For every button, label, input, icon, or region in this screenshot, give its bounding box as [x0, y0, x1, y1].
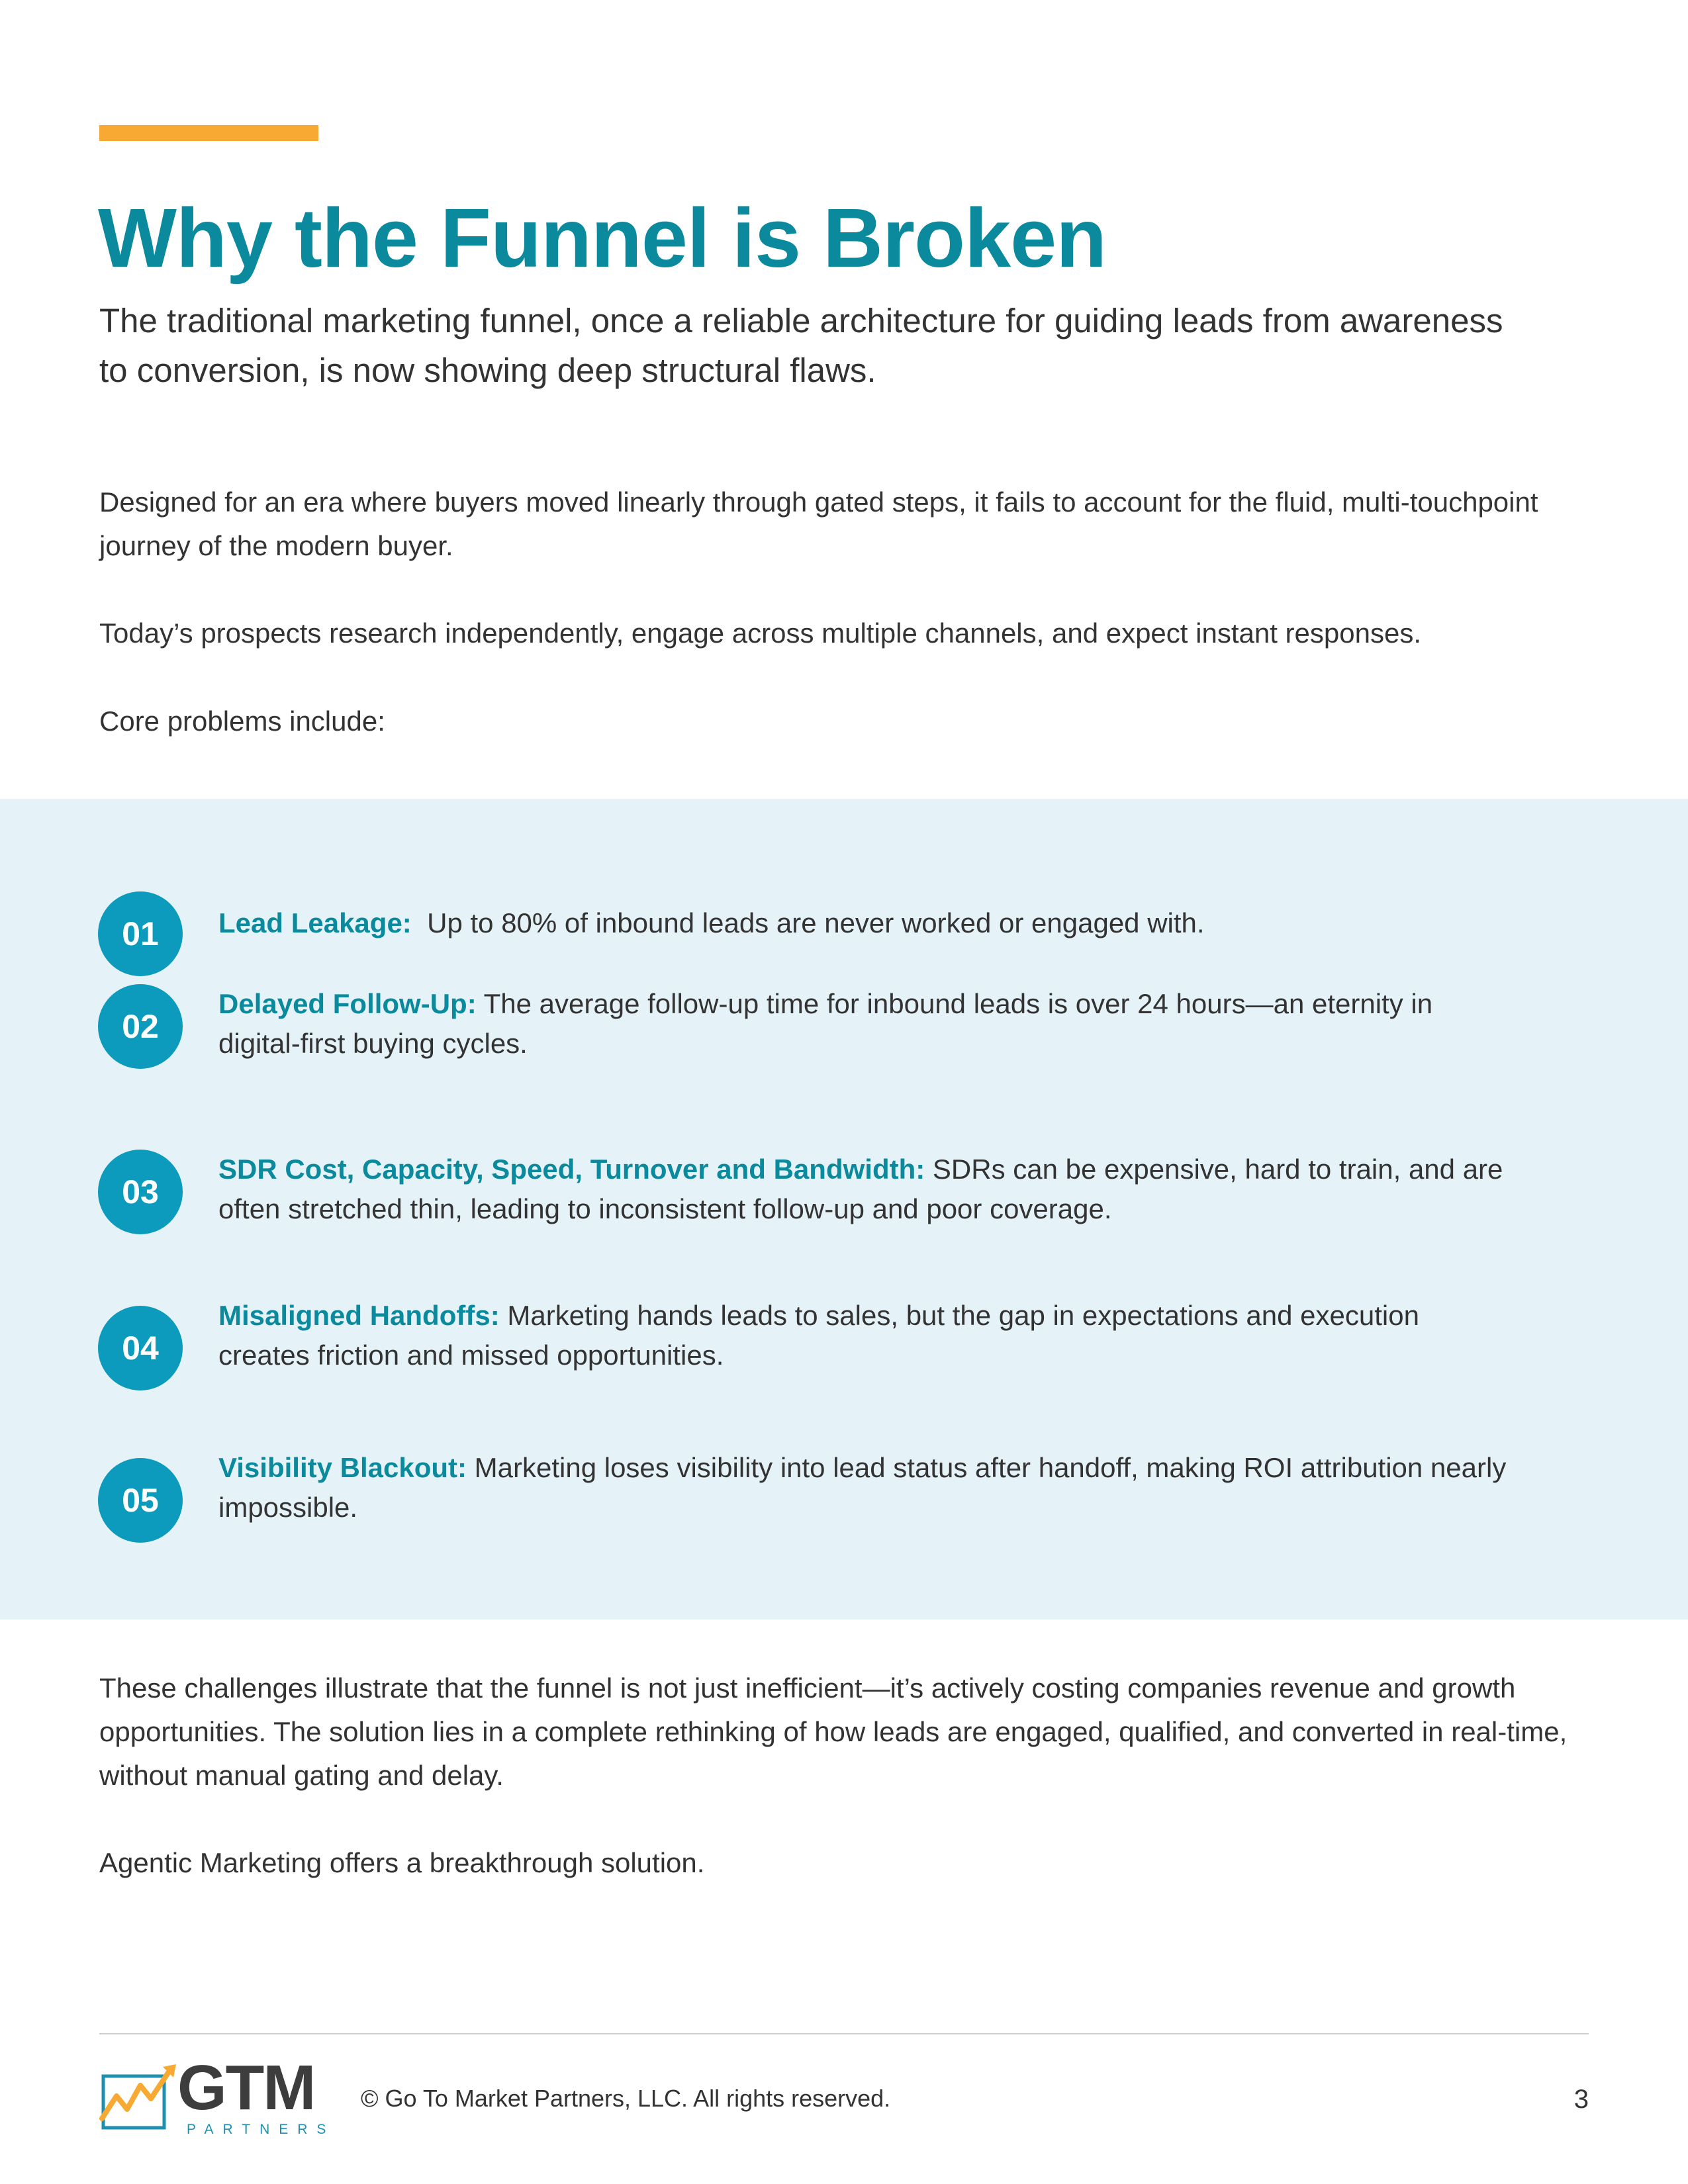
accent-bar	[99, 125, 318, 141]
problem-description: Up to 80% of inbound leads are never worked or engaged with.	[427, 907, 1205, 938]
growth-chart-icon	[99, 2062, 179, 2133]
problem-description: SDRs can be expensive, hard to train, and are often stretched thin, leading to inconsistent follow-up and poor coverage.	[218, 1154, 1503, 1224]
problem-description: Marketing hands leads to sales, but the gap in expectations and execution creates friction and missed opportunities.	[218, 1300, 1419, 1371]
page-number: 3	[1573, 2085, 1589, 2114]
problem-description: Marketing loses visibility into lead status after handoff, making ROI attribution nearly impossible.	[218, 1452, 1507, 1523]
problem-number-badge: 04	[98, 1306, 183, 1390]
copyright-notice: © Go To Market Partners, LLC. All rights reserved.	[361, 2085, 891, 2112]
logo-wordmark: GTM	[177, 2052, 315, 2123]
problem-text	[218, 1150, 1516, 1229]
closing-paragraph: These challenges illustrate that the funnel is not just inefficient—it’s actively costing companies revenue and growth opportunities. The solution lies in a complete rethinking of how leads are engaged, qualified, and converted in real-time, without manual gating and delay.	[99, 1672, 1568, 1791]
problem-number-badge: 03	[98, 1150, 183, 1234]
problem-text	[218, 984, 1516, 1064]
problem-text	[218, 1448, 1516, 1527]
closing-statement: Agentic Marketing offers a breakthrough solution.	[99, 1847, 705, 1878]
problem-text	[218, 903, 1516, 943]
problem-title: Delayed Follow-Up:	[218, 988, 477, 1019]
problem-text	[218, 1296, 1516, 1375]
problem-number-badge: 01	[98, 891, 183, 976]
logo-subtitle: PARTNERS	[187, 2122, 336, 2137]
problems-panel	[0, 799, 1688, 1619]
problem-number-badge: 05	[98, 1458, 183, 1543]
body-paragraph-1: Designed for an era where buyers moved linearly through gated steps, it fails to account for the fluid, multi-touchpoint journey of the modern buyer.	[99, 486, 1538, 561]
footer-divider	[99, 2033, 1589, 2034]
page-title: Why the Funnel is Broken	[98, 191, 1107, 285]
problem-title: SDR Cost, Capacity, Speed, Turnover and Bandwidth:	[218, 1154, 925, 1185]
intro-text: The traditional marketing funnel, once a reliable architecture for guiding leads from awareness to conversion, is now showing deep structural flaws.	[99, 302, 1503, 389]
core-problems-intro: Core problems include:	[99, 705, 385, 737]
problem-description: The average follow-up time for inbound leads is over 24 hours—an eternity in digital-first buying cycles.	[218, 988, 1433, 1059]
problem-title: Visibility Blackout:	[218, 1452, 467, 1483]
problem-title: Misaligned Handoffs:	[218, 1300, 500, 1331]
gtm-partners-logo	[99, 2052, 336, 2141]
body-paragraph-2: Today’s prospects research independently, engage across multiple channels, and expect instant responses.	[99, 617, 1421, 649]
problem-number-badge: 02	[98, 984, 183, 1069]
problem-title: Lead Leakage:	[218, 907, 412, 938]
